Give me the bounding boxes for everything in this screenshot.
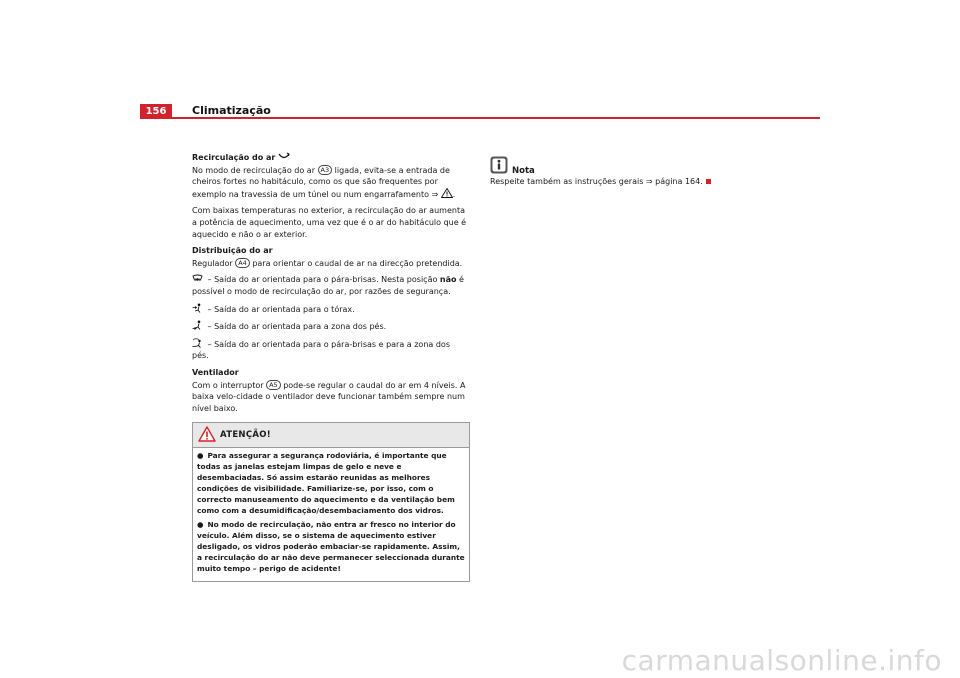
control-badge-a3: A3: [318, 165, 333, 175]
control-badge-a4: A4: [235, 258, 250, 268]
warning-body: [193, 448, 469, 581]
left-column: [192, 152, 468, 582]
warning-box: [192, 422, 470, 582]
recirculation-paragraph-2: Com baixas temperaturas no exterior, a recirculação do ar aumenta a potência de aquecimento, uma vez que é o ar do habitáculo que é aquecido e não o ar exterior.: [192, 206, 467, 239]
header-rule: [140, 117, 820, 119]
feet-vent-icon: [192, 320, 203, 330]
windscreen-feet-vent-icon: [192, 338, 203, 348]
fan-paragraph: Com o interruptor A5 pode-se regular o caudal do ar em 4 níveis. A baixa velo-cidade o ventilador deve funcionar também sempre num nível baixo.: [192, 380, 466, 413]
recirculation-icon: [278, 152, 290, 160]
warning-ref-icon: [441, 188, 453, 198]
distribution-item-windscreen: – Saída do ar orientada para o pára-brisas. Nesta posição não é possível o modo de recirculação do ar, por razões de segurança.: [192, 275, 464, 296]
control-badge-a5: A5: [266, 380, 281, 390]
windscreen-vent-icon: [192, 274, 203, 283]
recirculation-paragraph-1: No modo de recirculação do ar A3 ligada, evita-se a entrada de cheiros fortes no habitáculo, como os que são frequentes por exemplo na travessia de um túnel ou num engarrafamento ⇒ .: [192, 165, 456, 199]
chapter-title: Climatização: [192, 104, 271, 117]
warning-bullet-1: ● Para assegurar a segurança rodoviária, é importante que todas as janelas estejam limpas de gelo e neve e desembaciadas. Só assim estarão reunidas as melhores condições de visibilidade. Familiarize-se, por isso, com o correcto manuseamento do aquecimento e da ventilação bem como com a desumidificação/desembaciamento dos vidros.: [197, 451, 455, 516]
distribution-item-windscreen-feet: – Saída do ar orientada para o pára-brisas e para a zona dos pés.: [192, 339, 450, 361]
watermark: carmanualsonline.info: [621, 644, 942, 677]
fan-heading: Ventilador: [192, 367, 239, 377]
distribution-paragraph-1: Regulador A4 para orientar o caudal de ar na direcção pretendida.: [192, 258, 463, 268]
warning-header: [193, 423, 469, 448]
bullet-icon: ●: [197, 451, 204, 461]
distribution-item-chest: – Saída do ar orientada para o tórax.: [192, 303, 468, 316]
note-info-icon: [490, 156, 508, 174]
end-of-section-marker: [706, 179, 711, 184]
note-text: Respeite também as instruções gerais ⇒ página 164.: [490, 176, 770, 188]
warning-triangle-icon: [198, 426, 216, 442]
distribution-heading: Distribuição do ar: [192, 246, 273, 256]
recirculation-heading: Recirculação do ar: [192, 152, 468, 164]
note-header: [490, 156, 770, 176]
warning-bullet-2: ● No modo de recirculação, não entra ar fresco no interior do veículo. Além disso, se o sistema de aquecimento estiver desligado, os vidros poderão embaciar-se rapidamente. Assim, a recirculação do ar não deve permanecer seleccionada durante muito tempo – perigo de acidente!: [197, 520, 465, 574]
warning-title: ATENÇÃO!: [220, 430, 271, 441]
distribution-item-feet: – Saída do ar orientada para a zona dos pés.: [192, 320, 468, 333]
bullet-icon: ●: [197, 520, 204, 530]
note-title: Nota: [512, 166, 535, 176]
chest-vent-icon: [192, 303, 203, 313]
right-column: [490, 156, 770, 193]
page-number: 156: [140, 104, 172, 119]
